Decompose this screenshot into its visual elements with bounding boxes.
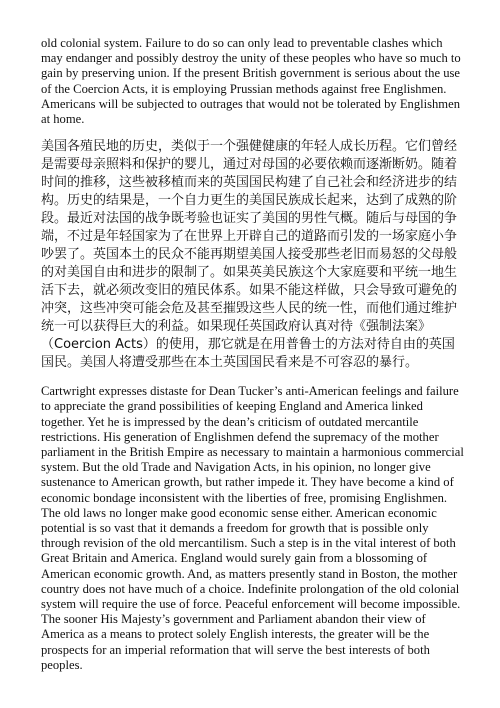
document-page: [41, 36, 465, 673]
paragraph-chinese-translation: 美国各殖民地的历史，类似于一个强健健康的年轻人成长历程。它们曾经是需要母亲照料和保护的婴儿，通过对母国的必要依赖而逐渐断奶。随着时间的推移，这些被移植而来的英国国民构建了自己社会和经济进步的结构。历史的结果是，一个自力更生的美国民族成长起来，达到了成熟的阶段。最近对法国的战争既考验也证实了美国的男性气概。随后与母国的争端，不过是年轻国家为了在世界上开辟自己的道路而引发的一场家庭小争吵罢了。英国本土的民众不能再期望美国人接受那些老旧而易怒的父母般的对美国自由和进步的限制了。如果英美民族这个大家庭要和平统一地生活下去，就必须改变旧的殖民体系。如果不能这样做，只会导致可避免的冲突，这些冲突可能会危及甚至摧毁这些人民的统一性，而他们通过维护统一可以获得巨大的利益。如果现任英国政府认真对待《强制法案》（Coercion Acts）的使用，那它就是在用普鲁士的方法对待自由的英国国民。美国人将遭受那些在本土英国国民看来是不可容忍的暴行。: [41, 139, 458, 371]
paragraph-english-2: Cartwright expresses distaste for Dean Tucker’s anti-American feelings and failure to appreciate the grand possibilities of keeping England and America linked together. Yet he is impressed by the dean’s criticism of outdated mercantile restrictions. His generation of Englishmen defend the supremacy of the mother parliament in the British Empire as necessary to maintain a harmonious commercial system. But the old Trade and Navigation Acts, in his opinion, no longer give sustenance to American growth, but rather impede it. They have become a kind of economic bondage inconsistent with the liberties of free, promising Englishmen. The old laws no longer make good economic sense either. American economic potential is so vast that it demands a freedom for growth that is possible only through revision of the old mercantilism. Such a step is in the vital interest of both Great Britain and America. England would surely gain from a blossoming of American economic growth. And, as matters presently stand in Boston, the mother country does not have much of a choice. Indefinite prolongation of the old colonial system will require the use of force. Peaceful enforcement will become impossible. The sooner His Majesty’s government and Parliament abandon their view of America as a means to protect solely English interests, the greater will be the prospects for an imperial reformation that will serve the best interests of both peoples.: [41, 384, 464, 672]
paragraph-english-1: old colonial system. Failure to do so can only lead to preventable clashes which may endanger and possibly destroy the unity of these peoples who have so much to gain by preserving union. If the present British government is serious about the use of the Coercion Acts, it is employing Prussian methods against free Englishmen. Americans will be subjected to outrages that would not be tolerated by Englishmen at home.: [41, 36, 461, 127]
